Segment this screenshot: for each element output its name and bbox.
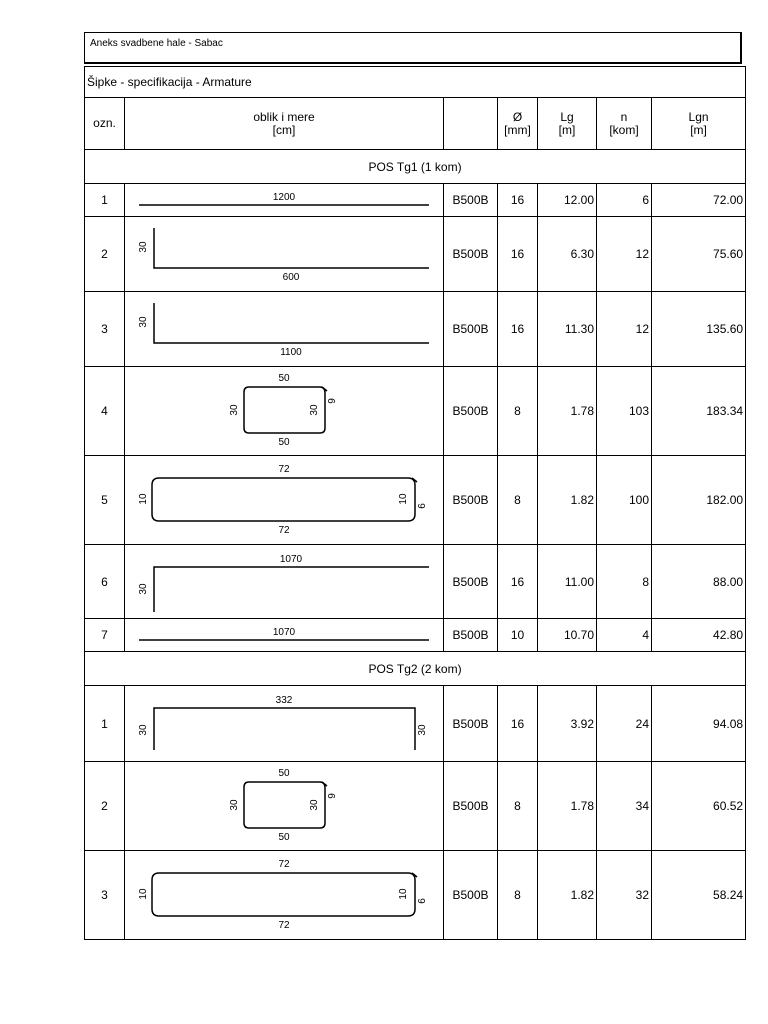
row-mark: 5	[85, 456, 125, 545]
table-row	[85, 456, 746, 545]
dimension-label: 30	[309, 799, 320, 811]
project-header	[84, 32, 742, 64]
col-length-label: Lg	[560, 109, 574, 124]
rebar-shape	[152, 873, 415, 916]
row-diameter: 8	[498, 367, 538, 456]
rebar-shape-drawing	[125, 292, 444, 366]
rebar-shape-drawing	[125, 456, 444, 544]
col-shape	[125, 98, 444, 150]
table-row	[85, 184, 746, 217]
dimension-label: 10	[398, 888, 409, 900]
dimension-label: 30	[138, 724, 149, 736]
dimension-label: 6	[417, 898, 428, 904]
row-shape	[125, 456, 444, 545]
col-diameter-label: Ø	[512, 109, 523, 124]
row-length: 1.78	[538, 762, 597, 851]
dimension-label: 1070	[272, 627, 296, 638]
dimension-label: 50	[278, 373, 290, 384]
row-shape	[125, 367, 444, 456]
rebar-shape-drawing	[125, 184, 444, 216]
row-steel-grade: B500B	[444, 217, 498, 292]
col-steel	[444, 98, 498, 150]
row-total-length: 75.60	[652, 217, 746, 292]
row-total-length: 135.60	[652, 292, 746, 367]
row-mark: 2	[85, 762, 125, 851]
col-count	[597, 98, 652, 150]
col-shape-label: oblik i mere	[253, 109, 315, 124]
table-row	[85, 545, 746, 619]
row-steel-grade: B500B	[444, 619, 498, 652]
col-total-label: Lgn	[688, 109, 709, 124]
row-diameter: 16	[498, 217, 538, 292]
row-total-length: 88.00	[652, 545, 746, 619]
row-steel-grade: B500B	[444, 545, 498, 619]
row-length: 1.82	[538, 456, 597, 545]
dimension-label: 72	[278, 859, 290, 870]
row-diameter: 8	[498, 851, 538, 940]
dimension-label: 72	[278, 920, 290, 931]
dimension-label: 50	[278, 832, 290, 843]
row-count: 24	[597, 686, 652, 762]
col-shape-unit: [cm]	[272, 122, 296, 137]
row-length: 1.78	[538, 367, 597, 456]
row-mark: 3	[85, 292, 125, 367]
table-row	[85, 292, 746, 367]
row-length: 12.00	[538, 184, 597, 217]
col-diameter-unit: [mm]	[504, 122, 531, 137]
table-row	[85, 619, 746, 652]
row-length: 3.92	[538, 686, 597, 762]
dimension-label: 600	[282, 272, 300, 283]
row-shape	[125, 217, 444, 292]
dimension-label: 30	[138, 241, 149, 253]
row-length: 11.00	[538, 545, 597, 619]
rebar-shape-drawing	[125, 367, 444, 455]
col-total-unit: [m]	[690, 122, 707, 137]
row-total-length: 72.00	[652, 184, 746, 217]
dimension-label: 30	[138, 316, 149, 328]
rebar-shape	[152, 478, 415, 521]
row-total-length: 42.80	[652, 619, 746, 652]
col-count-label: n	[620, 109, 628, 124]
row-shape	[125, 184, 444, 217]
rebar-shape	[154, 708, 415, 750]
row-diameter: 16	[498, 292, 538, 367]
row-total-length: 58.24	[652, 851, 746, 940]
row-shape	[125, 686, 444, 762]
column-header-row	[85, 98, 746, 150]
row-length: 6.30	[538, 217, 597, 292]
dimension-label: 6	[417, 503, 428, 509]
row-mark: 2	[85, 217, 125, 292]
rebar-specification-table	[84, 66, 746, 940]
rebar-shape-drawing	[125, 619, 444, 651]
row-count: 32	[597, 851, 652, 940]
table-row	[85, 217, 746, 292]
col-mark	[85, 98, 125, 150]
table-row	[85, 367, 746, 456]
row-steel-grade: B500B	[444, 456, 498, 545]
row-mark: 3	[85, 851, 125, 940]
group-title: POS Tg1 (1 kom)	[85, 150, 746, 184]
dimension-label: 1200	[272, 192, 296, 203]
dimension-label: 10	[138, 888, 149, 900]
row-shape	[125, 762, 444, 851]
col-count-unit: [kom]	[609, 122, 639, 137]
dimension-label: 30	[417, 724, 428, 736]
col-length-unit: [m]	[558, 122, 576, 137]
row-diameter: 8	[498, 456, 538, 545]
row-mark: 1	[85, 686, 125, 762]
rebar-shape	[154, 228, 429, 268]
specification-body	[85, 150, 746, 940]
project-title: Aneks svadbene hale - Sabac	[90, 38, 223, 49]
row-total-length: 182.00	[652, 456, 746, 545]
dimension-label: 50	[278, 437, 290, 448]
col-length	[538, 98, 597, 150]
dimension-label: 50	[278, 768, 290, 779]
dimension-label: 30	[229, 799, 240, 811]
row-count: 4	[597, 619, 652, 652]
col-diameter	[498, 98, 538, 150]
group-title: POS Tg2 (2 kom)	[85, 652, 746, 686]
row-count: 12	[597, 292, 652, 367]
col-total	[652, 98, 746, 150]
table-row	[85, 851, 746, 940]
rebar-shape	[154, 303, 429, 343]
row-steel-grade: B500B	[444, 851, 498, 940]
rebar-shape-drawing	[125, 762, 444, 850]
row-shape	[125, 292, 444, 367]
row-steel-grade: B500B	[444, 367, 498, 456]
rebar-shape-drawing	[125, 545, 444, 618]
row-count: 8	[597, 545, 652, 619]
dimension-label: 1070	[279, 554, 303, 565]
row-length: 10.70	[538, 619, 597, 652]
row-count: 12	[597, 217, 652, 292]
row-count: 100	[597, 456, 652, 545]
row-mark: 4	[85, 367, 125, 456]
col-mark-label: ozn.	[93, 116, 116, 130]
row-steel-grade: B500B	[444, 292, 498, 367]
sheet-title: Šipke - specifikacija - Armature	[85, 67, 746, 98]
row-total-length: 183.34	[652, 367, 746, 456]
dimension-label: 9	[327, 398, 338, 404]
dimension-label: 30	[229, 404, 240, 416]
row-diameter: 16	[498, 545, 538, 619]
table-row	[85, 762, 746, 851]
rebar-shape-drawing	[125, 686, 444, 761]
row-steel-grade: B500B	[444, 762, 498, 851]
row-total-length: 94.08	[652, 686, 746, 762]
row-mark: 7	[85, 619, 125, 652]
rebar-shape	[154, 567, 429, 612]
rebar-shape-drawing	[125, 217, 444, 291]
row-mark: 6	[85, 545, 125, 619]
dimension-label: 72	[278, 525, 290, 536]
dimension-label: 1100	[280, 347, 302, 358]
row-length: 11.30	[538, 292, 597, 367]
dimension-label: 9	[327, 793, 338, 799]
row-diameter: 16	[498, 686, 538, 762]
specification-sheet	[84, 66, 745, 940]
row-count: 34	[597, 762, 652, 851]
dimension-label: 10	[398, 493, 409, 505]
dimension-label: 10	[138, 493, 149, 505]
dimension-label: 30	[309, 404, 320, 416]
table-row	[85, 686, 746, 762]
row-total-length: 60.52	[652, 762, 746, 851]
row-diameter: 8	[498, 762, 538, 851]
row-mark: 1	[85, 184, 125, 217]
row-count: 103	[597, 367, 652, 456]
row-shape	[125, 619, 444, 652]
row-length: 1.82	[538, 851, 597, 940]
row-shape	[125, 851, 444, 940]
row-steel-grade: B500B	[444, 686, 498, 762]
dimension-label: 72	[278, 464, 290, 475]
row-diameter: 10	[498, 619, 538, 652]
row-steel-grade: B500B	[444, 184, 498, 217]
group-header-row	[85, 150, 746, 184]
group-header-row	[85, 652, 746, 686]
dimension-label: 332	[275, 695, 293, 706]
row-diameter: 16	[498, 184, 538, 217]
row-shape	[125, 545, 444, 619]
row-count: 6	[597, 184, 652, 217]
rebar-shape-drawing	[125, 851, 444, 939]
dimension-label: 30	[138, 583, 149, 595]
